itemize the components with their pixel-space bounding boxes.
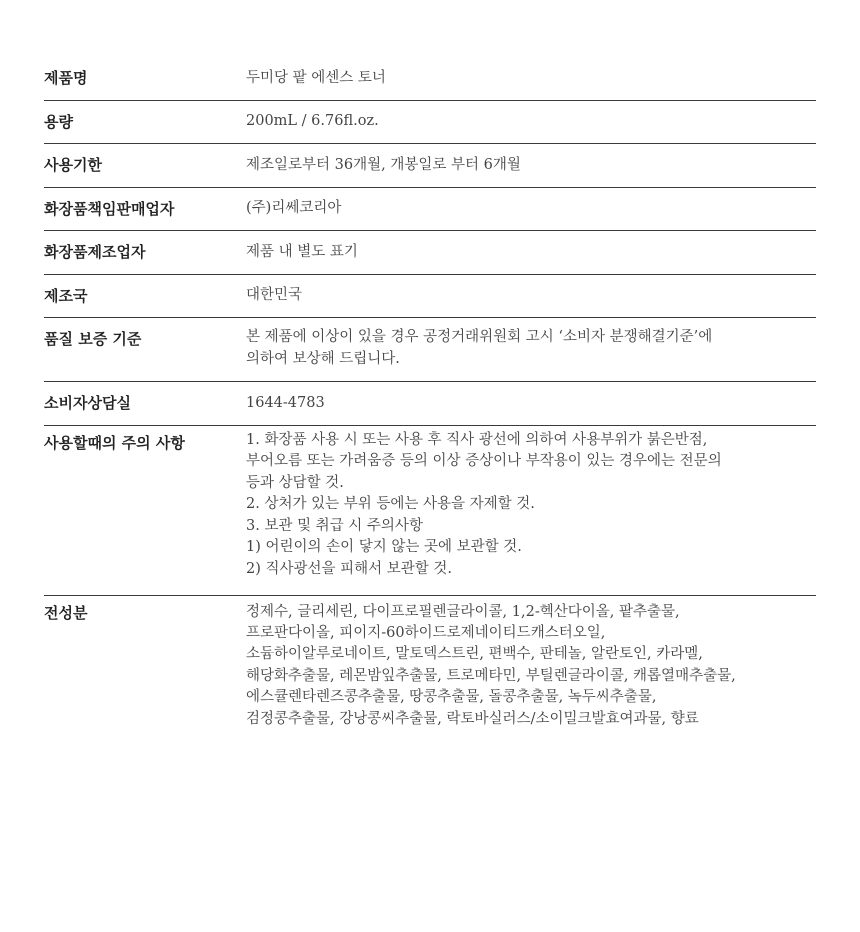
row-label: 사용기한: [44, 156, 102, 175]
row-value: 1644-4783: [246, 394, 325, 411]
row-label: 사용할때의 주의 사항: [44, 433, 185, 452]
row-ingredients: [44, 596, 816, 730]
row-value: 두미당 팥 에센스 토너: [246, 69, 386, 86]
row-value: 1. 화장품 사용 시 또는 사용 후 직사 광선에 의하여 사용부위가 붉은반점, 부어오름 또는 가려움증 등의 이상 증상이나 부작용이 있는 경우에는 전문의 등과 상담할 것. 2. 상처가 있는 부위 등에는 사용을 자제할 것. 3. 보관 및 취급 시 주의사항 1) 어린이의 손이 닿지 않는 곳에 보관할 것. 2) 직사광선을 피해서 보관할 것.: [246, 431, 722, 577]
row-value: (주)리쎄코리아: [246, 200, 342, 216]
row-value: 본 제품에 이상이 있을 경우 공정거래위원회 고시 ‘소비자 분쟁해결기준’에 의하여 보상해 드립니다.: [246, 329, 713, 367]
row-distributor: [44, 188, 816, 232]
row-label: 소비자상담실: [44, 394, 131, 413]
row-label: 화장품책임판매업자: [44, 199, 175, 218]
row-value: 정제수, 글리세린, 다이프로필렌글라이콜, 1,2-헥산다이올, 팥추출물, 프로판다이올, 피이지-60하이드로제네이티드캐스터오일, 소듐하이알루로네이트, 말토덱스트린, 편백수, 판테놀, 알란토인, 카라멜, 해당화추출물, 레몬밤잎추출물, 트로메타민, 부틸렌글라이콜, 캐롭열매추출물, 에스큘렌타렌즈콩추출물, 땅콩추출물, 돌콩추출물, 녹두씨추출물, 검정콩추출물, 강낭콩씨추출물, 락토바실러스/소이밀크발효여과물, 향료: [246, 603, 736, 727]
row-value: 200mL / 6.76fl.oz.: [246, 113, 379, 129]
row-label: 제조국: [44, 286, 88, 305]
row-value: 제조일로부터 36개월, 개봉일로 부터 6개월: [246, 156, 521, 173]
row-label: 화장품제조업자: [44, 243, 146, 262]
row-precautions: [44, 426, 816, 596]
row-quality-standard: [44, 318, 816, 382]
product-info-table: [44, 57, 816, 730]
row-label: 용량: [44, 112, 73, 131]
row-value: 제품 내 별도 표기: [246, 243, 358, 260]
row-expiry: [44, 144, 816, 188]
row-volume: [44, 101, 816, 145]
row-label: 제품명: [44, 69, 88, 88]
row-value: 대한민국: [246, 287, 303, 303]
row-label: 품질 보증 기준: [44, 330, 142, 348]
row-product-name: [44, 57, 816, 101]
row-customer-service: [44, 382, 816, 426]
row-manufacturer: [44, 231, 816, 275]
row-country: [44, 275, 816, 319]
row-label: 전성분: [44, 603, 88, 622]
